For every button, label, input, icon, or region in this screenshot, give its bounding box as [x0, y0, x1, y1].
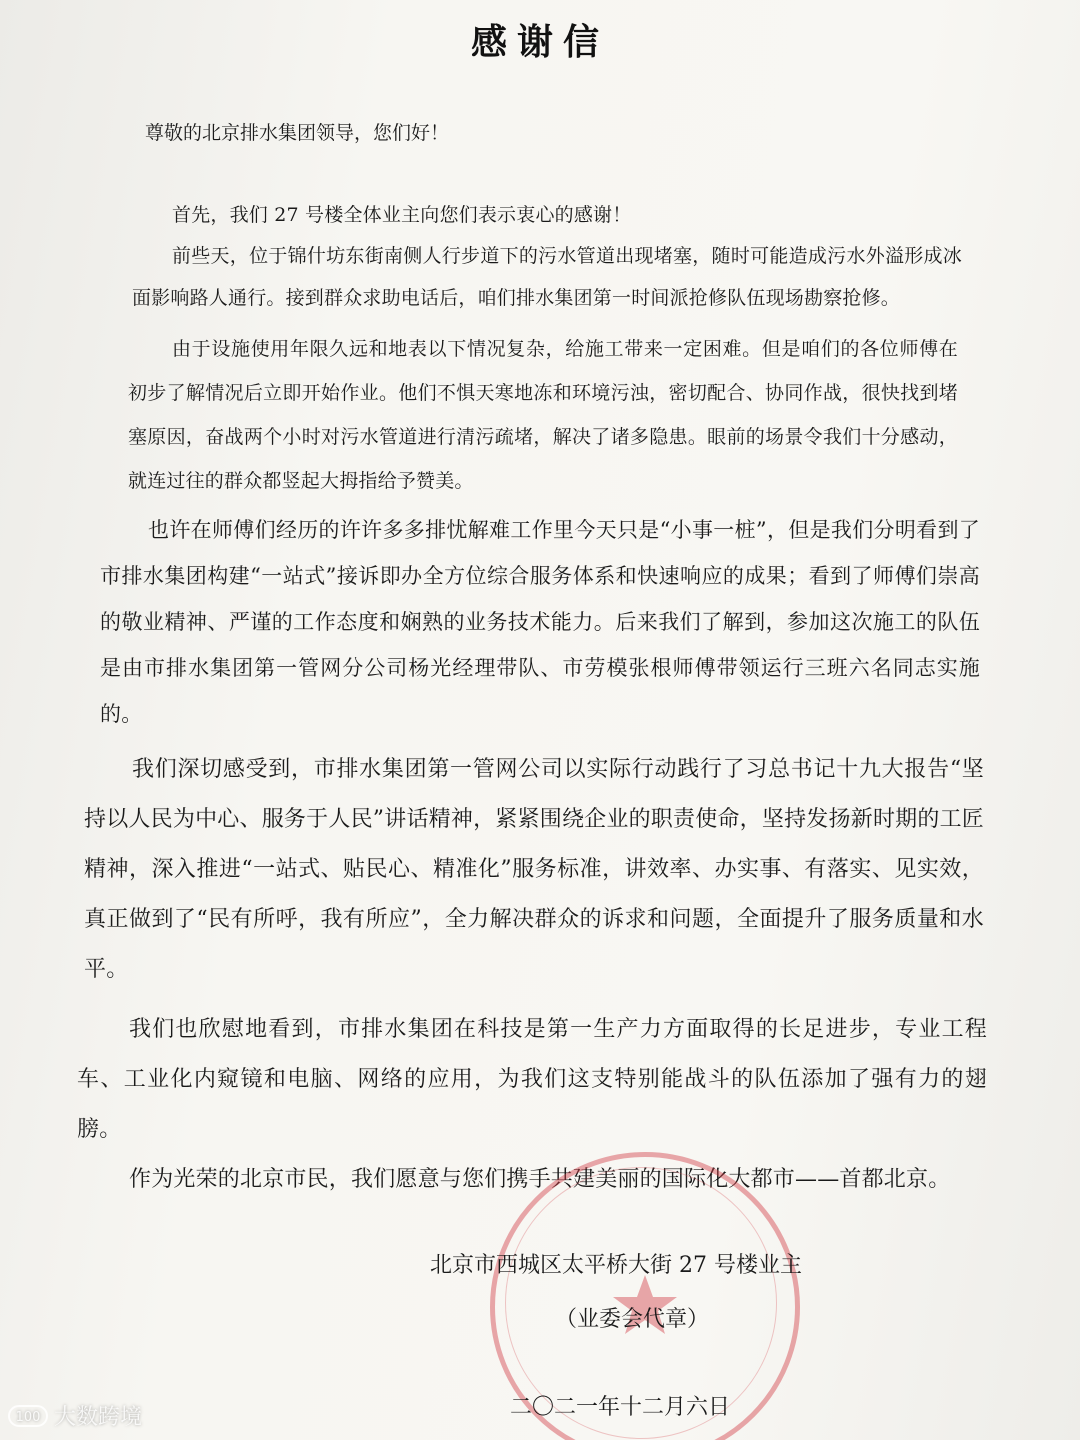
paragraph-3: 由于设施使用年限久远和地表以下情况复杂，给施工带来一定困难。但是咱们的各位师傅在初步了解情况后立即开始作业。他们不惧天寒地冻和环境污浊，密切配合、协同作战，很快找到堵塞原因，奋战两个小时对污水管道进行清污疏堵，解决了诸多隐患。眼前的场景令我们十分感动，就连过往的群众都竖起大拇指给予赞美。	[128, 338, 958, 492]
watermark	[8, 1400, 142, 1431]
signature-seal-note: （业委会代章）	[555, 1307, 710, 1332]
letter-body	[77, 195, 987, 1205]
salutation: 尊敬的北京排水集团领导，您们好！	[145, 122, 450, 144]
paragraph-1: 首先，我们 27 号楼全体业主向您们表示衷心的感谢！	[172, 204, 632, 226]
paragraph-2: 前些天，位于锦什坊东街南侧人行步道下的污水管道出现堵塞，随时可能造成污水外溢形成冰面影响路人通行。接到群众求助电话后，咱们排水集团第一时间派抢修队伍现场勘察抢修。	[132, 245, 962, 309]
paragraph-5: 我们深切感受到，市排水集团第一管网公司以实际行动践行了习总书记十九大报告“坚持以人民为中心、服务于人民”讲话精神，紧紧围绕企业的职责使命，坚持发扬新时期的工匠精神，深入推进“一站式、贴民心、精准化”服务标准，讲效率、办实事、有落实、见实效，真正做到了“民有所呼，我有所应”，全力解决群众的诉求和问题，全面提升了服务质量和水平。	[84, 757, 984, 982]
watermark-logo-icon: 100	[8, 1405, 48, 1427]
signature-sender: 北京市西城区太平桥大街 27 号楼业主	[430, 1253, 802, 1278]
paragraph-7: 作为光荣的北京市民，我们愿意与您们携手共建美丽的国际化大都市——首都北京。	[129, 1167, 951, 1192]
paragraph-4: 也许在师傅们经历的许许多多排忧解难工作里今天只是“小事一桩”，但是我们分明看到了市排水集团构建“一站式”接诉即办全方位综合服务体系和快速响应的成果；看到了师傅们崇高的敬业精神、严谨的工作态度和娴熟的业务技术能力。后来我们了解到，参加这次施工的队伍是由市排水集团第一管网分公司杨光经理带队、市劳模张根师傅带领运行三班六名同志实施的。	[100, 518, 980, 726]
signature-date: 二〇二一年十二月六日	[510, 1395, 731, 1420]
paragraph-6: 我们也欣慰地看到，市排水集团在科技是第一生产力方面取得的长足进步，专业工程车、工业化内窥镜和电脑、网络的应用，为我们这支特别能战斗的队伍添加了强有力的翅膀。	[77, 1017, 987, 1142]
letter-title: 感谢信	[470, 22, 609, 63]
watermark-text: 大数跨境	[54, 1405, 143, 1430]
